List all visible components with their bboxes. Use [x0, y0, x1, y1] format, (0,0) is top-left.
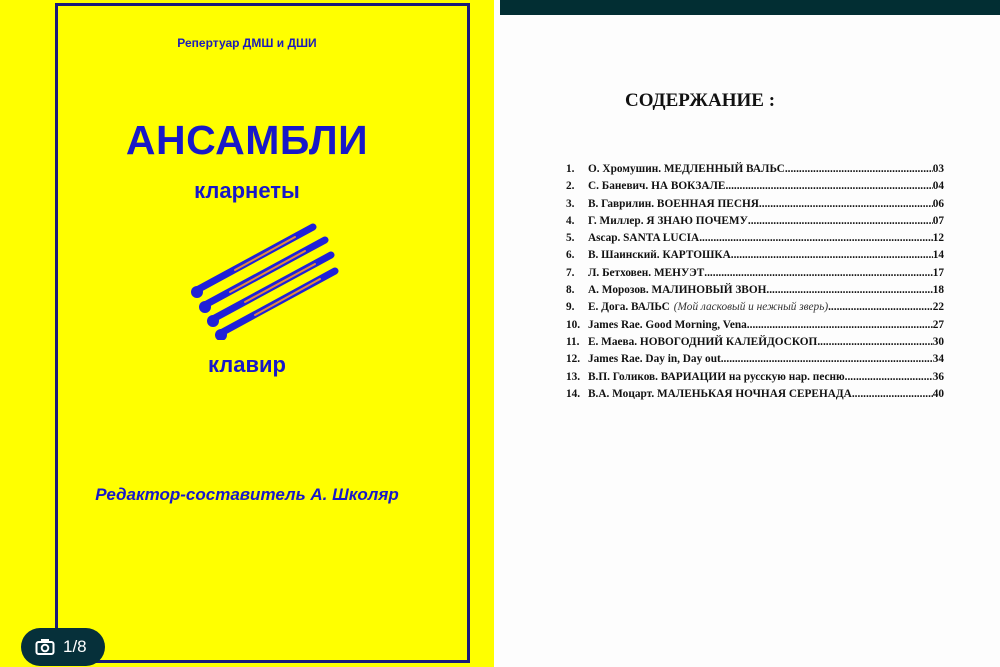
contents-image[interactable]: [500, 0, 1000, 667]
item-number: 10.: [566, 318, 581, 331]
item-page: 04: [932, 180, 944, 193]
item-number: 9.: [566, 301, 575, 314]
contents-item: [566, 198, 944, 215]
leader-dots: [725, 180, 932, 192]
item-page: 27: [932, 318, 944, 331]
leader-dots: [721, 353, 933, 365]
item-title: В. Шаинский. КАРТОШКА: [588, 249, 731, 262]
cover-subtitle: Репертуар ДМШ и ДШИ: [177, 36, 317, 50]
item-note: (Мой ласковый и нежный зверь): [673, 301, 829, 314]
cover-image[interactable]: [0, 0, 494, 667]
contents-item: [566, 319, 944, 336]
contents-item: [566, 267, 944, 284]
cover-score-label: клавир: [208, 352, 286, 377]
contents-list: [566, 163, 944, 405]
leader-dots: [747, 319, 933, 331]
item-page: 03: [932, 163, 944, 175]
item-title: James Rae. Day in, Day out: [588, 353, 721, 366]
contents-item: [566, 163, 944, 180]
item-title: О. Хромушин. МЕДЛЕННЫЙ ВАЛЬС: [588, 163, 785, 175]
item-number: 5.: [566, 232, 575, 245]
contents-title: СОДЕРЖАНИЕ :: [625, 90, 776, 111]
item-number: 7.: [566, 266, 575, 279]
item-page: 06: [932, 197, 944, 210]
contents-item: [566, 371, 944, 388]
leader-dots: [785, 163, 933, 175]
item-title: Г. Миллер. Я ЗНАЮ ПОЧЕМУ: [588, 214, 748, 227]
cover-instrument: кларнеты: [194, 178, 300, 203]
item-page: 18: [932, 284, 944, 297]
item-title: James Rae. Good Morning, Vena: [588, 318, 747, 331]
item-title: Е. Дога. ВАЛЬС: [588, 301, 670, 314]
contents-item: [566, 232, 944, 249]
item-title: В. Гаврилин. ВОЕННАЯ ПЕСНЯ: [588, 197, 759, 210]
contents-item: [566, 180, 944, 197]
leader-dots: [704, 267, 932, 279]
item-page: 22: [932, 301, 944, 314]
item-number: 13.: [566, 370, 581, 383]
item-page: 30: [932, 335, 944, 348]
item-number: 4.: [566, 214, 575, 227]
contents-item: [566, 388, 944, 405]
contents-item: [566, 249, 944, 266]
item-title: В.П. Голиков. ВАРИАЦИИ на русскую нар. песню: [588, 370, 845, 383]
item-page: 14: [932, 249, 944, 262]
item-title: В.А. Моцарт. МАЛЕНЬКАЯ НОЧНАЯ СЕРЕНАДА: [588, 387, 852, 400]
camera-icon: [35, 638, 55, 656]
leader-dots: [731, 249, 933, 261]
contents-item: [566, 301, 944, 318]
item-title: С. Баневич. НА ВОКЗАЛЕ: [588, 180, 726, 193]
top-bar: [500, 0, 1000, 15]
item-title: Е. Маева. НОВОГОДНИЙ КАЛЕЙДОСКОП: [588, 335, 818, 348]
leader-dots: [845, 371, 933, 383]
leader-dots: [748, 215, 933, 227]
item-number: 14.: [566, 387, 581, 400]
gallery-counter-text: 1/8: [63, 637, 87, 656]
item-page: 40: [932, 387, 944, 400]
leader-dots: [817, 336, 932, 348]
contents-item: [566, 353, 944, 370]
gallery-counter[interactable]: [21, 628, 105, 666]
item-title: Ascap. SANTA LUCIA: [588, 232, 700, 245]
item-number: 11.: [566, 335, 580, 348]
item-number: 2.: [566, 180, 575, 193]
item-number: 12.: [566, 353, 581, 366]
clarinets-illustration: [185, 215, 345, 340]
clarinet-1: [191, 227, 313, 298]
item-number: 6.: [566, 249, 575, 262]
item-page: 36: [932, 370, 944, 383]
item-page: 12: [932, 232, 944, 245]
cover-title: АНСАМБЛИ: [125, 117, 369, 163]
contents-item: [566, 215, 944, 232]
item-page: 17: [932, 266, 944, 279]
item-number: 3.: [566, 197, 575, 210]
item-number: 8.: [566, 284, 575, 297]
item-title: Л. Бетховен. МЕНУЭТ: [588, 266, 705, 279]
item-number: 1.: [566, 163, 575, 175]
leader-dots: [828, 301, 933, 313]
contents-item: [566, 284, 944, 301]
item-page: 34: [932, 353, 944, 366]
item-title: А. Морозов. МАЛИНОВЫЙ ЗВОН: [588, 284, 767, 297]
leader-dots: [852, 388, 933, 400]
leader-dots: [699, 232, 932, 244]
cover-editor: Редактор-составитель А. Школяр: [95, 485, 399, 504]
contents-item: [566, 336, 944, 353]
item-page: 07: [932, 214, 944, 227]
leader-dots: [759, 198, 933, 210]
leader-dots: [766, 284, 932, 296]
